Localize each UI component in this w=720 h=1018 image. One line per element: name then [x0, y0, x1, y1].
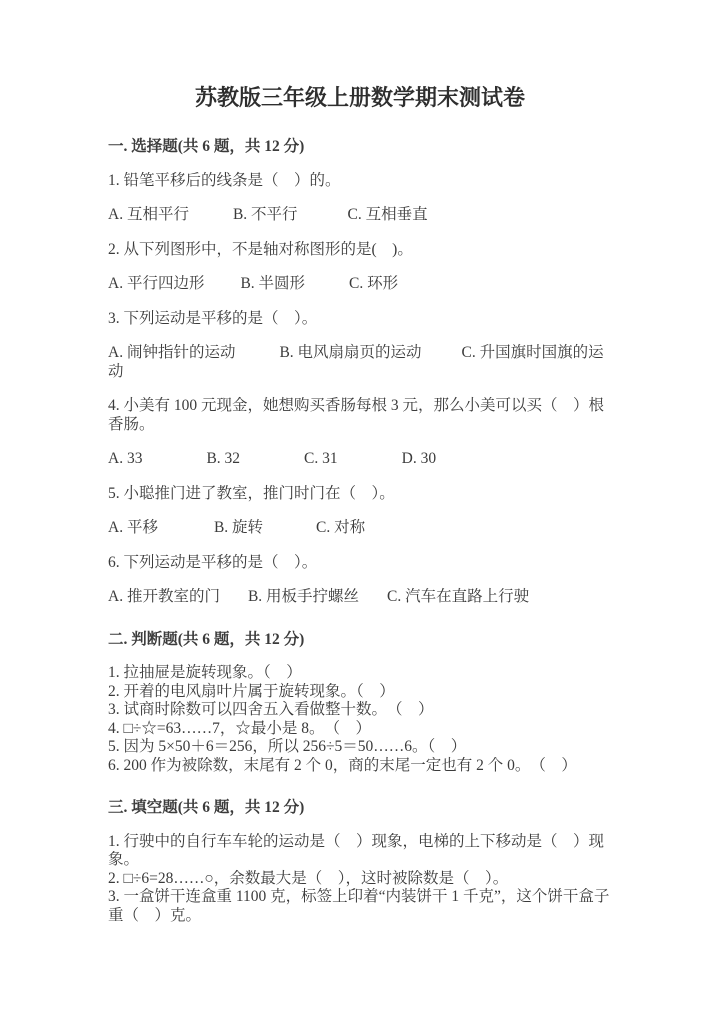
judge-item-1: 1. 拉抽屉是旋转现象。（ ） [108, 664, 302, 681]
spacer [189, 218, 233, 219]
option: A. 互相平行 [108, 206, 189, 223]
spacer [263, 531, 316, 532]
section-fill [108, 799, 612, 925]
option: A. 推开教室的门 [108, 588, 220, 605]
choice-options-2 [108, 275, 612, 294]
option: C. 升国旗时国旗的运动 [108, 344, 604, 380]
option: A. 闹钟指针的运动 [108, 344, 236, 361]
choice-question-4: 4. 小美有 100 元现金，她想购买香肠每根 3 元，那么小美可以买（ ）根香肠。 [108, 397, 605, 433]
section-heading-fill: 三. 填空题(共 6 题，共 12 分) [108, 799, 305, 816]
spacer [235, 356, 279, 357]
spacer [158, 531, 214, 532]
option: A. 平行四边形 [108, 275, 205, 292]
choice-options-4 [108, 450, 612, 469]
judge-item-6: 6. 200 作为被除数，末尾有 2 个 0，商的末尾一定也有 2 个 0。 （ ） [108, 756, 577, 774]
spacer [305, 287, 349, 288]
judge-list [108, 664, 612, 775]
judge-item-5: 5. 因为 5×50＋6＝256，所以 256÷5＝50……6。（ ） [108, 738, 467, 755]
spacer [142, 462, 206, 463]
choice-question-1: 1. 铅笔平移后的线条是（ ）的。 [108, 171, 341, 189]
choice-question-2: 2. 从下列图形中，不是轴对称图形的是( )。 [108, 240, 413, 258]
option: B. 用板手拧螺丝 [247, 588, 360, 605]
fill-item-1: 1. 行驶中的自行车车轮的运动是（ ）现象，电梯的上下移动是（ ）现象。 [108, 832, 605, 868]
choice-options-3 [108, 344, 612, 381]
choice-options-1 [108, 206, 612, 225]
judge-item-4: 4. □÷☆=63……7，☆最小是 8。 （ ） [108, 719, 371, 737]
option: D. 30 [401, 450, 437, 467]
option: C. 31 [304, 450, 338, 467]
option: B. 旋转 [213, 519, 264, 536]
option: C. 环形 [349, 275, 399, 292]
spacer [359, 600, 387, 601]
choice-question-5: 5. 小聪推门进了教室，推门时门在（ ）。 [108, 484, 395, 502]
option: B. 半圆形 [240, 275, 306, 292]
fill-item-2: 2. □÷6=28……○，余数最大是（ ），这时被除数是（ ）。 [108, 869, 509, 887]
option: B. 电风扇扇页的运动 [279, 344, 422, 361]
spacer [204, 287, 240, 288]
section-heading-choice: 一. 选择题(共 6 题，共 12 分) [108, 138, 305, 155]
spacer [298, 218, 348, 219]
option: C. 互相垂直 [347, 206, 428, 223]
section-judge [108, 631, 612, 776]
spacer [240, 462, 304, 463]
choice-question-3: 3. 下列运动是平移的是（ ）。 [108, 309, 318, 327]
section-heading-judge: 二. 判断题(共 6 题，共 12 分) [108, 630, 305, 648]
judge-item-3: 3. 试商时除数可以四舍五入看做整十数。 （ ） [108, 701, 434, 718]
choice-question-6: 6. 下列运动是平移的是（ ）。 [108, 553, 318, 571]
fill-list [108, 833, 612, 926]
option: B. 不平行 [232, 206, 298, 223]
choice-options-6 [108, 588, 612, 607]
spacer [338, 462, 402, 463]
page-title: 苏教版三年级上册数学期末测试卷 [194, 85, 525, 110]
option: C. 对称 [316, 519, 366, 536]
choice-options-5 [108, 519, 612, 538]
section-choice [108, 138, 612, 607]
option: A. 33 [108, 450, 143, 467]
spacer [220, 600, 248, 601]
fill-item-3: 3. 一盒饼干连盒重 1100 克，标签上印着“内装饼干 1 千克”，这个饼干盒子重（ ）克。 [108, 888, 610, 924]
option: A. 平移 [108, 519, 158, 536]
option: B. 32 [206, 450, 241, 467]
judge-item-2: 2. 开着的电风扇叶片属于旋转现象。（ ） [108, 682, 395, 700]
option: C. 汽车在直路上行驶 [387, 588, 530, 605]
spacer [422, 356, 462, 357]
